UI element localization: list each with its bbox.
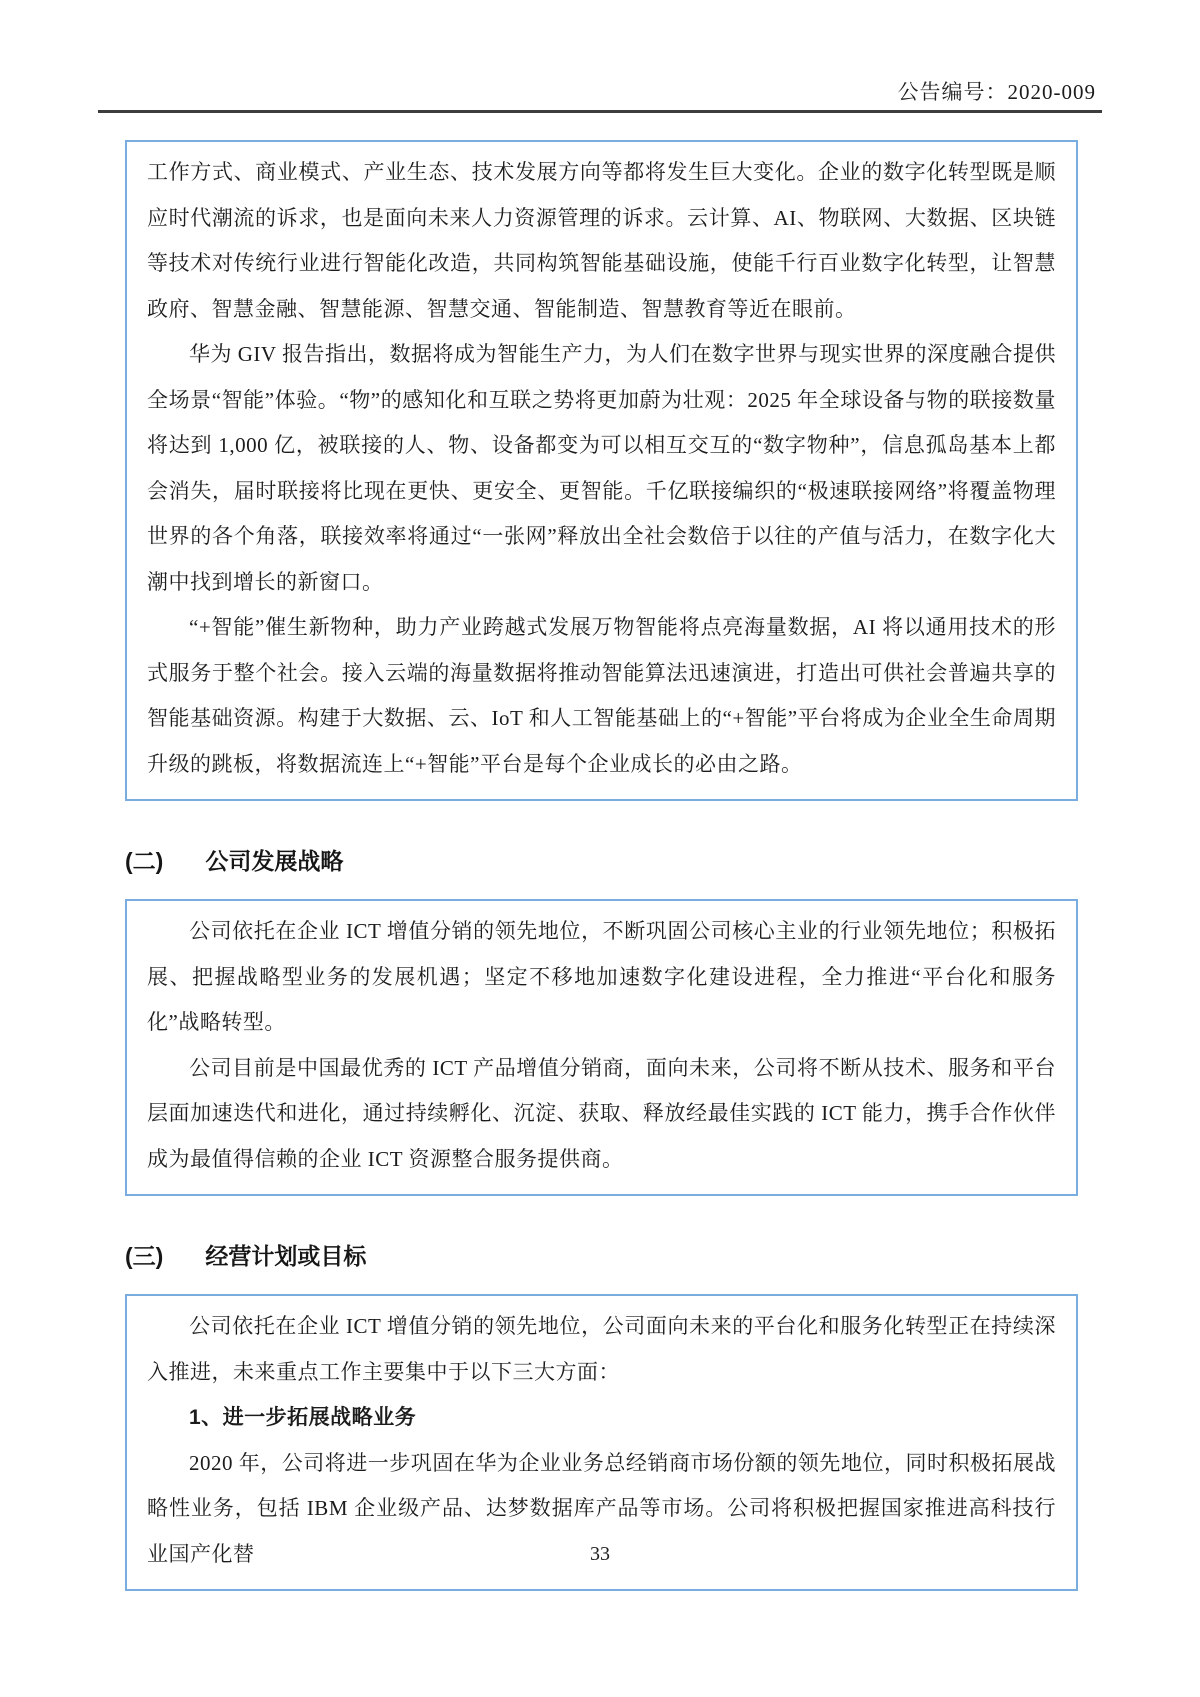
page-content xyxy=(125,140,1078,1591)
strategy-text-box xyxy=(125,899,1078,1196)
section-heading-strategy xyxy=(125,845,1078,877)
announcement-number: 公告编号：2020-009 xyxy=(897,80,1096,104)
section-title: 经营计划或目标 xyxy=(205,1243,367,1269)
section-title: 公司发展战略 xyxy=(205,848,344,874)
plan-paragraph-2: 2020 年，公司将进一步巩固在华为企业业务总经销商市场份额的领先地位，同时积极拓展战略性业务，包括 IBM 企业级产品、达梦数据库产品等市场。公司将积极把握国家推进高科技行业国产化替 xyxy=(147,1450,1056,1566)
intro-paragraph-3: “+智能”催生新物种，助力产业跨越式发展万物智能将点亮海量数据，AI 将以通用技术的形式服务于整个社会。接入云端的海量数据将推动智能算法迅速演进，打造出可供社会普遍共享的智能基础资源。构建于大数据、云、IoT 和人工智能基础上的“+智能”平台将成为企业全生命周期升级的跳板，将数据流连上“+智能”平台是每个企业成长的必由之路。 xyxy=(147,615,1056,776)
plan-paragraph-1: 公司依托在企业 ICT 增值分销的领先地位，公司面向未来的平台化和服务化转型正在持续深入推进，未来重点工作主要集中于以下三大方面： xyxy=(147,1314,1056,1384)
strategy-paragraph-2: 公司目前是中国最优秀的 ICT 产品增值分销商，面向未来，公司将不断从技术、服务和平台层面加速迭代和进化，通过持续孵化、沉淀、获取、释放经最佳实践的 ICT 能力，携手合作伙伴成为最值得信赖的企业 ICT 资源整合服务提供商。 xyxy=(147,1055,1056,1171)
section-number: (二) xyxy=(125,848,164,874)
plan-subsection-title: 1、进一步拓展战略业务 xyxy=(189,1406,417,1429)
page-number: 33 xyxy=(590,1543,610,1565)
intro-paragraph-1: 工作方式、商业模式、产业生态、技术发展方向等都将发生巨大变化。企业的数字化转型既是顺应时代潮流的诉求，也是面向未来人力资源管理的诉求。云计算、AI、物联网、大数据、区块链等技术对传统行业进行智能化改造，共同构筑智能基础设施，使能千行百业数字化转型，让智慧政府、智慧金融、智慧能源、智慧交通、智能制造、智慧教育等近在眼前。 xyxy=(147,160,1056,321)
section-number: (三) xyxy=(125,1243,164,1269)
strategy-paragraph-1: 公司依托在企业 ICT 增值分销的领先地位，不断巩固公司核心主业的行业领先地位；积极拓展、把握战略型业务的发展机遇；坚定不移地加速数字化建设进程，全力推进“平台化和服务化”战略转型。 xyxy=(147,919,1056,1034)
header-divider xyxy=(98,110,1102,113)
section-heading-plan xyxy=(125,1240,1078,1272)
intro-paragraph-2: 华为 GIV 报告指出，数据将成为智能生产力，为人们在数字世界与现实世界的深度融合提供全场景“智能”体验。“物”的感知化和互联之势将更加蔚为壮观：2025 年全球设备与物的联接数量将达到 1,000 亿，被联接的人、物、设备都变为可以相互交互的“数字物种”，信息孤岛基本上都会消失，届时联接将比现在更快、更安全、更智能。千亿联接编织的“极速联接网络”将覆盖物理世界的各个角落，联接效率将通过“一张网”释放出全社会数倍于以往的产值与活力，在数字化大潮中找到增长的新窗口。 xyxy=(147,342,1056,594)
intro-text-box xyxy=(125,140,1078,801)
